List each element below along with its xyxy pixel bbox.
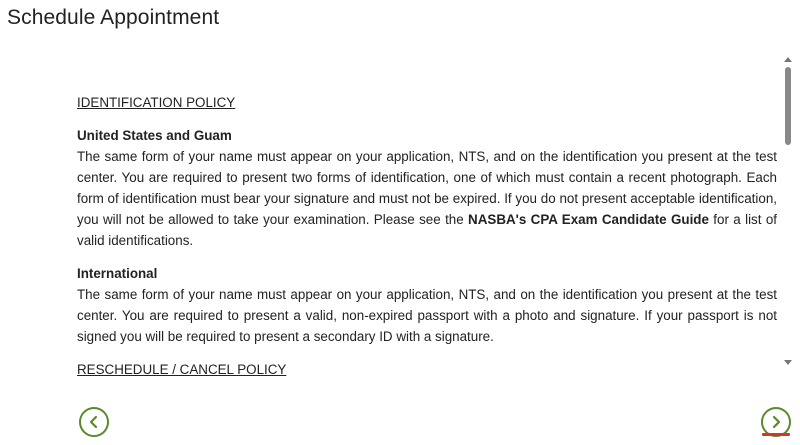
us-text-before: The same form of your name must appear on your application, NTS, and on the identification you present at the test center. You are required to present two forms of identification, one of which must contain a recent photograph. Each form of identification must bear your signature and must not be expired. If you do not present acceptable identification, you will not be allowed to take your examination. Please see the [77,149,777,227]
next-button-highlight [762,433,790,436]
policy-scroll-area[interactable] [0,60,782,377]
candidate-guide-link[interactable]: NASBA's CPA Exam Candidate Guide [468,212,709,227]
identification-policy-heading: IDENTIFICATION POLICY [77,95,236,110]
policy-content [77,92,777,380]
scroll-thumb[interactable] [785,67,791,145]
us-text-after: for a list of valid identifications. [77,212,777,248]
previous-button[interactable] [79,407,109,437]
international-heading: International [77,266,158,281]
us-guam-heading: United States and Guam [77,128,232,143]
scroll-up-arrow-icon[interactable] [784,57,792,62]
page-title: Schedule Appointment [7,6,220,29]
international-paragraph: The same form of your name must appear on your application, NTS, and on the identification you present at the test center. You are required to present a valid, non-expired passport with a photo and signature. If your passport is not signed you will be required to present a secondary ID with a signature. [77,287,777,344]
vertical-scrollbar[interactable] [783,55,795,367]
scroll-down-arrow-icon[interactable] [784,360,792,365]
chevron-right-icon [769,415,783,429]
chevron-left-icon [87,415,101,429]
us-guam-paragraph [77,146,777,251]
reschedule-cancel-heading: RESCHEDULE / CANCEL POLICY [77,362,287,377]
